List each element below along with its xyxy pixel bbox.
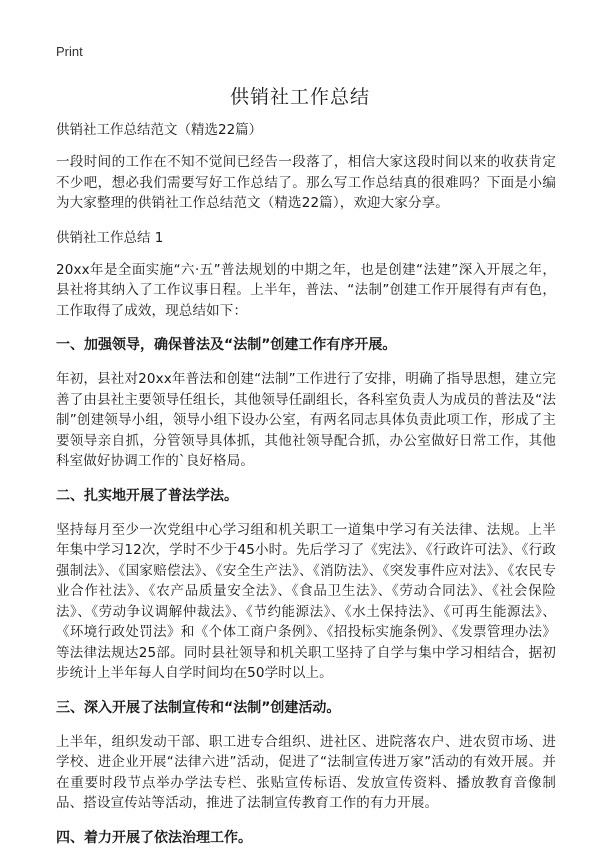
intro-paragraph: 一段时间的工作在不知不觉间已经告一段落了，相信大家这段时间以来的收获肯定不少吧，想必我们需要写好工作总结了。那么写工作总结真的很难吗？下面是小编为大家整理的供销社工作总结范文（精选22篇），欢迎大家分享。 (56, 154, 556, 211)
page-title: 供销社工作总结 (229, 86, 370, 108)
section-intro-paragraph: 20xx年是全面实施“六·五”普法规划的中期之年，也是创建“法建”深入开展之年，县社将其纳入了工作议事日程。上半年，普法、“法制”创建工作开展得有声有色，工作取得了成效，现总结如下： (56, 261, 556, 319)
document-subtitle: 供销社工作总结范文（精选22篇） (56, 122, 263, 138)
document-body (56, 120, 556, 862)
item-paragraph-2: 坚持每月至少一次党组中心学习组和机关职工一道集中学习有关法律、法规。上半年集中学习12次，学时不少于45小时。先后学习了《宪法》、《行政许可法》、《行政强制法》、《国家赔偿法》、《安全生产法》、《消防法》、《突发事件应对法》、《农民专业合作社法》、《农产品质量安全法》、《食品卫生法》、《劳动合同法》、《社会保险法》、《劳动争议调解仲裁法》、《节约能源法》、《水土保持法》、《可再生能源法》、《环境行政处罚法》和《个体工商户条例》、《招投标实施条例》、《发票管理办法》等法律法规达25部。同时县社领导和机关职工坚持了自学与集中学习相结合，据初步统计上半年每人自学时间均在50学时以上。 (56, 521, 556, 681)
item-heading-3: 三、深入开展了法制宣传和“法制”创建活动。 (56, 699, 341, 716)
item-heading-2: 二、扎实地开展了普法学法。 (56, 487, 238, 504)
section-heading: 供销社工作总结 1 (56, 229, 164, 246)
item-paragraph-3: 上半年，组织发动干部、职工进专合组织、进社区、进院落农户、进农贸市场、进学校、进企业开展“法律六进”活动，促进了“法制宣传进万家”活动的有效开展。并在重要时段节点举办学法专栏、张贴宣传标语、发放宣传资料、播放教育音像制品、搭设宣传站等活动，推进了法制宣传教育工作的有力开展。 (56, 733, 556, 811)
item-heading-1: 一、加强领导，确保普法及“法制”创建工作有序开展。 (56, 337, 397, 353)
item-heading-4: 四、着力开展了依法治理工作。 (56, 829, 252, 846)
print-link[interactable]: Print (56, 44, 83, 59)
item-paragraph-1: 年初，县社对20xx年普法和创建“法制”工作进行了安排，明确了指导思想，建立完善了由县社主要领导任组长，其他领导任副组长，各科室负责人为成员的普法及“法制”创建领导小组，领导小组下设办公室，有两名同志具体负责此项工作，形成了主要领导亲自抓，分管领导具体抓，其他社领导配合抓，办公室做好日常工作，其他科室做好协调工作的`良好格局。 (56, 371, 556, 469)
